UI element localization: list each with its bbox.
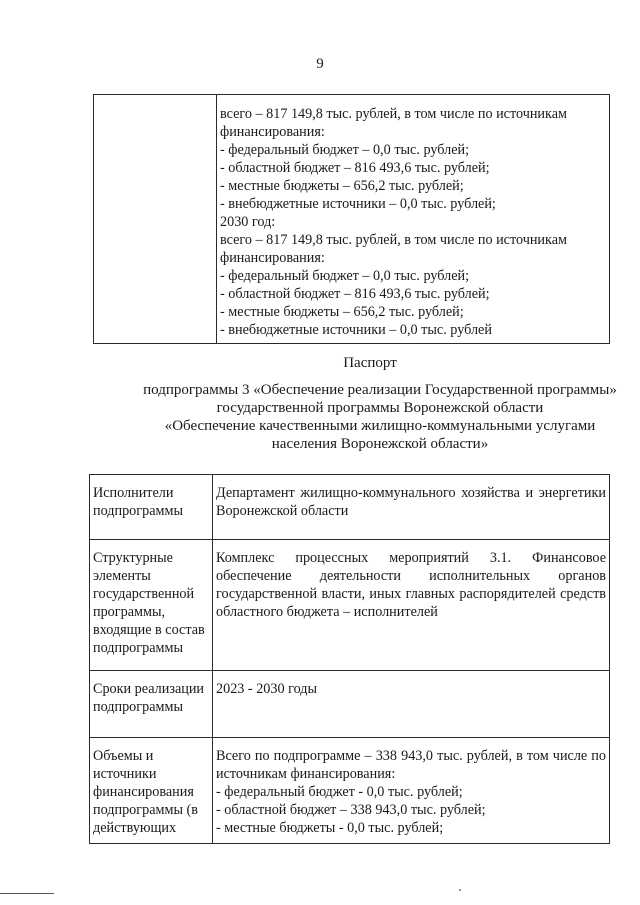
funding-year-heading: 2030 год: bbox=[220, 214, 276, 230]
table-row bbox=[90, 738, 610, 844]
row-label-terms: Сроки реализации подпрограммы bbox=[90, 671, 213, 738]
funding-source-line: - местные бюджеты - 0,0 тыс. рублей; bbox=[216, 820, 444, 836]
funding-details-cell bbox=[217, 95, 610, 344]
funding-text-line: - местные бюджеты – 656,2 тыс. рублей; bbox=[220, 304, 464, 320]
funding-text-line: - федеральный бюджет – 0,0 тыс. рублей; bbox=[220, 142, 470, 158]
passport-subtitle bbox=[110, 381, 640, 453]
passport-subtitle-line: «Обеспечение качественными жилищно-коммунальными услугами bbox=[164, 418, 596, 434]
row-value-funding bbox=[213, 738, 610, 844]
row-value-structural-elements: Комплекс процессных мероприятий 3.1. Финансовое обеспечение деятельности исполнительных органов государственной власти, иных главных распорядителей средств областного бюджета – исполнителей bbox=[213, 540, 610, 671]
passport-subtitle-line: подпрограммы 3 «Обеспечение реализации Государственной программы» bbox=[143, 382, 617, 398]
funding-text-line: финансирования: bbox=[220, 250, 325, 266]
passport-title: Паспорт bbox=[343, 355, 397, 371]
row-label-funding: Объемы и источники финансирования подпрограммы (в действующих bbox=[90, 738, 213, 844]
passport-subtitle-line: населения Воронежской области» bbox=[271, 436, 489, 452]
page-number: 9 bbox=[316, 56, 324, 72]
table-row bbox=[90, 475, 610, 540]
table-row bbox=[90, 540, 610, 671]
table-row bbox=[90, 671, 610, 738]
funding-continuation-table bbox=[93, 94, 610, 344]
funding-text-line: - местные бюджеты – 656,2 тыс. рублей; bbox=[220, 178, 464, 194]
funding-text-line: - областной бюджет – 816 493,6 тыс. рублей; bbox=[220, 286, 490, 302]
row-label-structural-elements: Структурные элементы государственной программы, входящие в состав подпрограммы bbox=[90, 540, 213, 671]
row-label-executors: Исполнители подпрограммы bbox=[90, 475, 213, 540]
row-value-executors: Департамент жилищно-коммунального хозяйства и энергетики Воронежской области bbox=[213, 475, 610, 540]
funding-text-line: - внебюджетные источники – 0,0 тыс. рублей bbox=[220, 322, 492, 338]
funding-text-line: финансирования: bbox=[220, 124, 325, 140]
passport-subtitle-line: государственной программы Воронежской области bbox=[216, 400, 544, 416]
scan-speck bbox=[459, 889, 461, 891]
footer-rule bbox=[0, 893, 54, 894]
funding-source-line: - федеральный бюджет - 0,0 тыс. рублей; bbox=[216, 784, 463, 800]
funding-text-line: всего – 817 149,8 тыс. рублей, в том числе по источникам bbox=[220, 106, 567, 122]
funding-total-text: Всего по подпрограмме – 338 943,0 тыс. рублей, в том числе по источникам финансирования: bbox=[216, 748, 606, 782]
funding-text-line: - областной бюджет – 816 493,6 тыс. рублей; bbox=[220, 160, 490, 176]
funding-text-line: всего – 817 149,8 тыс. рублей, в том числе по источникам bbox=[220, 232, 567, 248]
funding-text-line: - внебюджетные источники – 0,0 тыс. рублей; bbox=[220, 196, 496, 212]
funding-source-line: - областной бюджет – 338 943,0 тыс. рублей; bbox=[216, 802, 486, 818]
row-value-terms: 2023 - 2030 годы bbox=[213, 671, 610, 738]
empty-label-cell bbox=[94, 95, 217, 344]
table-row bbox=[94, 95, 610, 344]
passport-table bbox=[89, 474, 610, 844]
funding-text-line: - федеральный бюджет – 0,0 тыс. рублей; bbox=[220, 268, 470, 284]
